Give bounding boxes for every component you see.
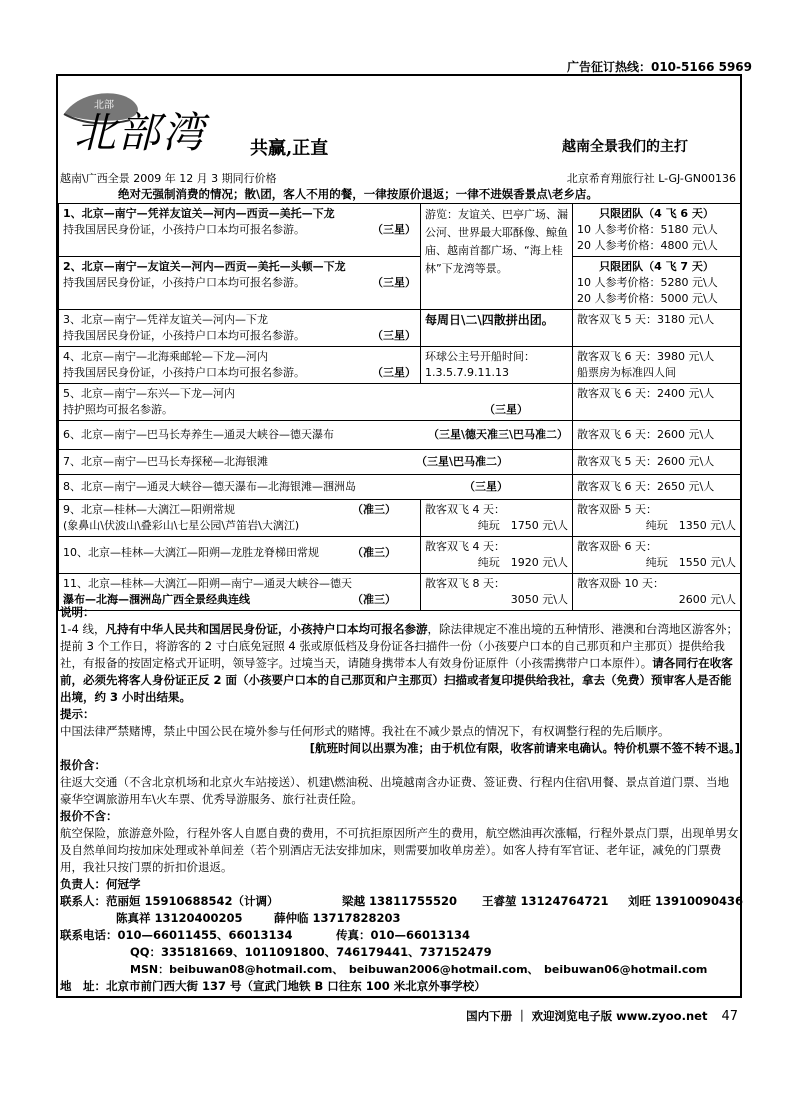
- price-line: 船票房为标准四人间: [577, 366, 676, 379]
- route-stars: （三星）: [372, 366, 416, 379]
- route-cell: [59, 500, 421, 537]
- msn: MSN：beibuwan08@hotmail.com、 beibuwan2006@hotmail.com、 beibuwan06@hotmail.com: [130, 963, 708, 976]
- route-line: 5、北京—南宁—东兴—下龙—河内: [63, 387, 235, 400]
- brand-logo: [60, 80, 260, 160]
- table-row: [59, 384, 741, 421]
- route-cell: [59, 475, 573, 500]
- price-line: 20 人参考价格：5000 元\人: [577, 292, 718, 305]
- route-stars: （准三）: [352, 546, 396, 559]
- price-cell: [573, 347, 741, 384]
- price-cell: 散客双飞 5 天：2600 元\人: [573, 450, 741, 475]
- footer-text: 国内下册 ｜ 欢迎浏览电子版 www.zyoo.net: [466, 1009, 708, 1023]
- route-line: 3、北京—南宁—凭祥友谊关—河内—下龙: [63, 313, 268, 326]
- routes-table: [58, 203, 741, 611]
- route-cell: [59, 537, 421, 574]
- table-row: [59, 537, 741, 574]
- price-cell: [573, 257, 741, 310]
- contact-person: 范丽姮 15910688542（计调）: [106, 894, 279, 908]
- price-line: 散客双飞 6 天：3980 元\人: [577, 350, 715, 363]
- route-cell: [59, 204, 421, 257]
- table-row: [59, 421, 741, 450]
- price-line: 散客双飞 8 天：: [425, 577, 505, 590]
- contact-person: 王睿堃 13124764721: [482, 894, 609, 908]
- route-stars: （准三）: [352, 503, 396, 516]
- sailing-cell: [421, 347, 573, 384]
- table-row: [59, 347, 741, 384]
- route-sub: 持我国居民身份证，小孩持户口本均可报名参游。: [63, 276, 305, 289]
- route-sub: 持护照均可报名参游。: [63, 403, 173, 416]
- contact-row: [60, 927, 740, 944]
- table-row: [59, 475, 741, 500]
- price-line: 20 人参考价格：4800 元\人: [577, 239, 718, 252]
- tour-info: 游览：友谊关、巴亭广场、漏公河、世界最大耶酥像、鲸鱼庙、越南首都广场、“海上桂林”下龙湾等景。: [425, 208, 568, 275]
- route-stars: （三星\德天准三\巴马准二）: [427, 428, 568, 441]
- notes-section: [60, 604, 740, 876]
- logo-text: 北部湾: [74, 108, 207, 157]
- route-line: 9、北京—桂林—大漓江—阳朔常规: [63, 503, 235, 516]
- route-cell: [59, 384, 573, 421]
- price-line: 散客双飞 4 天：: [425, 540, 505, 553]
- page-footer: [466, 1008, 738, 1024]
- route-line: 6、北京—南宁—巴马长寿养生—通灵大峡谷—德天瀑布: [63, 428, 334, 441]
- explain-bold: 凡持有中华人民共和国居民身份证，小孩持户口本均可报名参游: [105, 622, 428, 636]
- price-cell: [573, 537, 741, 574]
- price-line: 纯玩 1550 元\人: [645, 556, 736, 569]
- route-stars: （准三）: [352, 593, 396, 606]
- explain-text: ，除法律规定不准出境的五种情形、港澳和台湾地区游客外；提前 3 个工作日，将游客的 2 寸白底免冠照 4 张或原低档及身份证各扫描件一份（小孩要户口本的自己那页和户主那页）提供给我社，有报备的按固定格式开证明，领导签字。过境当天，请随身携带本人有效身份证原件（小孩需携带户口本原件）。: [60, 622, 738, 670]
- agency-license: 北京希育翔旅行社 L-GJ-GN00136: [566, 172, 736, 185]
- price-line: 散客双卧 5 天：: [577, 503, 657, 516]
- price-cell: 散客双飞 5 天：3180 元\人: [573, 310, 741, 347]
- sailing-label: 环球公主号开船时间：: [425, 350, 535, 363]
- route-sub: 持我国居民身份证，小孩持户口本均可报名参游。: [63, 329, 305, 342]
- tour-info-cell: [421, 204, 573, 310]
- contact-person: 陈真祥 13120400205: [116, 911, 243, 925]
- route-stars: （三星\巴马准二）: [415, 455, 508, 468]
- tip-text: 中国法律严禁赌博，禁止中国公民在境外参与任何形式的赌博。我社在不减少景点的情况下，有权调整行程的先后顺序。: [60, 724, 670, 738]
- route-line: 11、北京—桂林—大漓江—阳朔—南宁—通灵大峡谷—德天: [63, 577, 352, 590]
- route-line: 4、北京—南宁—北海乘邮轮—下龙—河内: [63, 350, 268, 363]
- table-row: [59, 204, 741, 257]
- notes-heading: 报价含：: [60, 758, 106, 772]
- contact-person: 刘旺 13910090436: [628, 894, 744, 908]
- explain-bold: 请各同行在收客前，必须先将客人身份证正反 2 面（小孩要户口本的自己那页和户主那页）扫描或者复印提供给我社，拿去（免费）预审客人是否能出境，约 3 小时出结果。: [60, 656, 733, 704]
- route-stars: （三星）: [372, 329, 416, 342]
- price-line: 10 人参考价格：5280 元\人: [577, 276, 718, 289]
- table-row: [59, 500, 741, 537]
- route-sub: 持我国居民身份证，小孩持户口本均可报名参游。: [63, 223, 305, 236]
- contact-row: [60, 910, 740, 927]
- logo-hat-text: 北部: [94, 100, 114, 111]
- route-sub: 瀑布—北海—涠洲岛广西全景经典连线: [63, 593, 250, 606]
- price-title: 只限团队（4 飞 6 天）: [599, 207, 714, 220]
- qq: QQ：335181669、1011091800、746179441、737152479: [130, 945, 492, 959]
- phone: 联系电话：010—66011455、66013134: [60, 928, 293, 942]
- price-line: 纯玩 1920 元\人: [477, 556, 568, 569]
- price-line: 3050 元\人: [510, 593, 568, 606]
- route-line: 2、北京—南宁—友谊关—河内—西贡—美托—头顿—下龙: [63, 260, 346, 273]
- route-cell: [59, 310, 421, 347]
- price-cell: [573, 500, 741, 537]
- ad-hotline: 广告征订热线：010-5166 5969: [566, 60, 752, 74]
- table-row: [59, 310, 741, 347]
- route-line: 10、北京—桂林—大漓江—阳朔—龙胜龙脊梯田常规: [63, 546, 319, 559]
- manager: 负责人：何冠学: [60, 877, 141, 891]
- contacts-section: [60, 876, 744, 995]
- schedule-cell: 每周日\二\四散拼出团。: [421, 310, 573, 347]
- price-period: 越南\广西全景 2009 年 12 月 3 期同行价格: [60, 172, 277, 185]
- include-text: 往返大交通（不含北京机场和北京火车站接送）、机建\燃油税、出境越南含办证费、签证费、行程内住宿\用餐、景点首道门票、当地豪华空调旅游用车\火车票、优秀导游服务、旅行社责任险。: [60, 775, 729, 806]
- price-line: 2600 元\人: [678, 593, 736, 606]
- price-title: 只限团队（4 飞 7 天）: [599, 260, 714, 273]
- route-stars: （三星）: [372, 276, 416, 289]
- contact-row: [60, 893, 744, 910]
- fax: 传真：010—66013134: [336, 928, 471, 942]
- route-stars: （三星）: [484, 403, 528, 416]
- notes-heading: 提示：: [60, 707, 95, 721]
- price-line: 纯玩 1350 元\人: [645, 519, 736, 532]
- consumption-policy: 绝对无强制消费的情况；散\团，客人不用的餐，一律按原价退返；一律不进娱香景点\老乡店。: [118, 187, 598, 201]
- tip-bold: [航班时间以出票为准；由于机位有限，收客前请来电确认。特价机票不签不转不退。]: [309, 741, 740, 755]
- explain-paragraph: [60, 621, 740, 706]
- address: 地 址：北京市前门西大街 137 号（宣武门地铁 B 口往东 100 米北京外事学校）: [60, 979, 486, 993]
- sailing-dates: 1.3.5.7.9.11.13: [425, 366, 509, 379]
- price-line: 散客双卧 10 天：: [577, 577, 664, 590]
- price-cell: [421, 537, 573, 574]
- route-stars: （三星）: [464, 480, 508, 493]
- route-cell: [59, 257, 421, 310]
- price-line: 纯玩 1750 元\人: [477, 519, 568, 532]
- theme-tagline: 越南全景我们的主打: [562, 139, 688, 155]
- route-cell: [59, 450, 573, 475]
- price-cell: [573, 204, 741, 257]
- contact-person: 薛仲临 13717828203: [274, 911, 401, 925]
- table-row: [59, 450, 741, 475]
- price-line: 10 人参考价格：5180 元\人: [577, 223, 718, 236]
- route-sub: 持我国居民身份证，小孩持户口本均可报名参游。: [63, 366, 305, 379]
- route-sub: (象鼻山\伏波山\叠彩山\七星公园\芦笛岩\大漓江): [63, 519, 300, 532]
- contact-person: 梁越 13811755520: [342, 894, 458, 908]
- explain-text: 1-4 线，: [60, 622, 106, 636]
- price-cell: [421, 500, 573, 537]
- notes-heading: 说明：: [60, 605, 95, 619]
- contact-label: 联系人：: [60, 894, 106, 908]
- route-line: 8、北京—南宁—通灵大峡谷—德天瀑布—北海银滩—涠洲岛: [63, 480, 356, 493]
- notes-heading: 报价不含：: [60, 809, 118, 823]
- slogan: 共赢,正直: [250, 138, 329, 159]
- route-cell: [59, 421, 573, 450]
- table-row: [59, 257, 741, 310]
- price-line: 散客双卧 6 天：: [577, 540, 657, 553]
- route-stars: （三星）: [372, 223, 416, 236]
- price-cell: 散客双飞 6 天：2600 元\人: [573, 421, 741, 450]
- route-line: 1、北京—南宁—凭祥友谊关—河内—西贡—美托—下龙: [63, 207, 335, 220]
- route-line: 7、北京—南宁—巴马长寿探秘—北海银滩: [63, 455, 268, 468]
- route-cell: [59, 347, 421, 384]
- price-cell: 散客双飞 6 天：2400 元\人: [573, 384, 741, 421]
- price-cell: 散客双飞 6 天：2650 元\人: [573, 475, 741, 500]
- page-number: 47: [721, 1009, 738, 1024]
- price-line: 散客双飞 4 天：: [425, 503, 505, 516]
- exclude-text: 航空保险，旅游意外险，行程外客人自愿自费的费用，不可抗拒原因所产生的费用，航空燃油再次涨幅，行程外景点门票，出现单男女及自然单间均按加床处理或补单间差（若个别酒店无法安排加床，则需要加收单房差）。如客人持有军官证、老年证，减免的门票费用，我社只按门票的折扣价退返。: [60, 826, 739, 874]
